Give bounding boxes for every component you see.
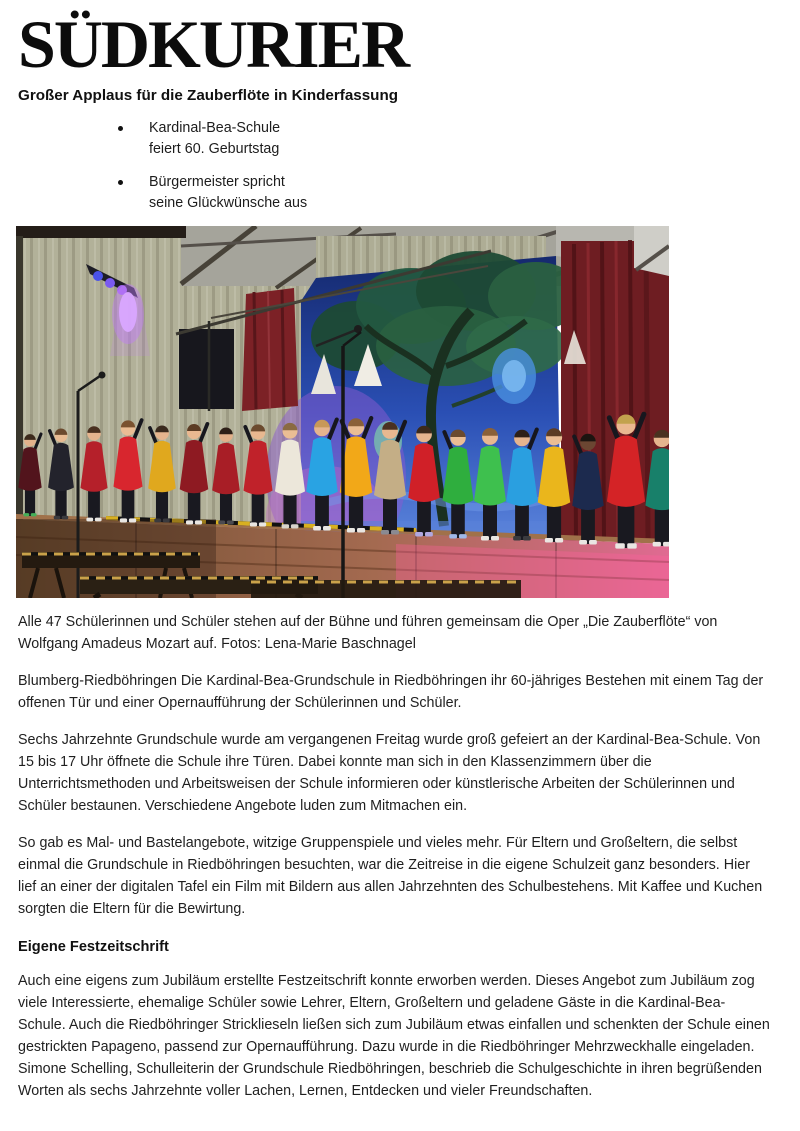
article-paragraph: Blumberg-Riedböhringen Die Kardinal-Bea-Grundschule in Riedböhringen ihr 60-jähriges Bestehen mit einem Tag der offenen Tür und einer Opernaufführung der Schülerinnen und Schüler. <box>18 673 764 711</box>
section-subheading: Eigene Festzeitschrift <box>18 939 169 955</box>
article-headline: Großer Applaus für die Zauberflöte in Kinderfassung <box>18 87 399 104</box>
newspaper-logo: SÜDKURIER <box>18 6 409 82</box>
article-paragraph: Auch eine eigens zum Jubiläum erstellte Festzeitschrift konnte erworben werden. Dieses Angebot zum Jubiläum zog viele Interessierte, ehemalige Schüler sowie Lehrer, Eltern, Großeltern und geladene Gäste in die Kardinal-Bea-Schule. Auch die Riedböhringer Stricklieseln ließen sich zum Jubiläum etwas einfallen und schenkten der Schule einen gestrickten Papageno, passend zur Opernaufführung. Dazu wurde in die Riedböhringer Mehrzweckhalle eingeladen. Simone Schelling, Schulleiterin der Grundschule Riedböhringen, beschrieb die Schulgeschichte in ihren begrüßenden Worten als sechs Jahrzehnte voller Lachen, Lernen, Entdecken und vieler Freundschaften. <box>18 973 770 1099</box>
stage-photo-illustration <box>16 226 669 598</box>
photo-caption: Alle 47 Schülerinnen und Schüler stehen auf der Bühne und führen gemeinsam die Oper „Die Zauberflöte“ von Wolfgang Amadeus Mozart auf. Fotos: Lena-Marie Baschnagel <box>18 614 718 652</box>
bullet-dot-icon <box>118 126 123 131</box>
bullet-item <box>118 118 770 160</box>
bullet-dot-icon <box>118 180 123 185</box>
bullet-text: Kardinal-Bea-Schule feiert 60. Geburtstag <box>149 120 281 157</box>
article-paragraph: Sechs Jahrzehnte Grundschule wurde am vergangenen Freitag wurde groß gefeiert an der Kardinal-Bea-Schule. Von 15 bis 17 Uhr öffnete die Schule ihre Türen. Dabei konnte man sich in den Klassenzimmern über die Unterrichtsmethoden und Arbeitsweisen der Schule informieren oder künstlerische Arbeiten der Schülerinnen und Schüler bestaunen. Verschiedene Angebote luden zum Mitmachen ein. <box>18 732 761 814</box>
summary-bullet-list <box>118 118 770 214</box>
bullet-text: Bürgermeister spricht seine Glückwünsche aus <box>149 174 308 211</box>
article-photo <box>16 226 669 598</box>
article-paragraph: So gab es Mal- und Bastelangebote, witzige Gruppenspiele und vieles mehr. Für Eltern und Großeltern, die selbst einmal die Grundschule in Riedböhringen besuchten, war die Zeitreise in die eigene Schulzeit ganz besonders. Hier lief an einer der digitalen Tafel ein Film mit Bildern aus allen Jahrzehnten des Schulbestehens. Mit Kaffee und Kuchen sorgten die Eltern für die Bewirtung. <box>18 835 763 917</box>
bullet-item <box>118 172 770 214</box>
